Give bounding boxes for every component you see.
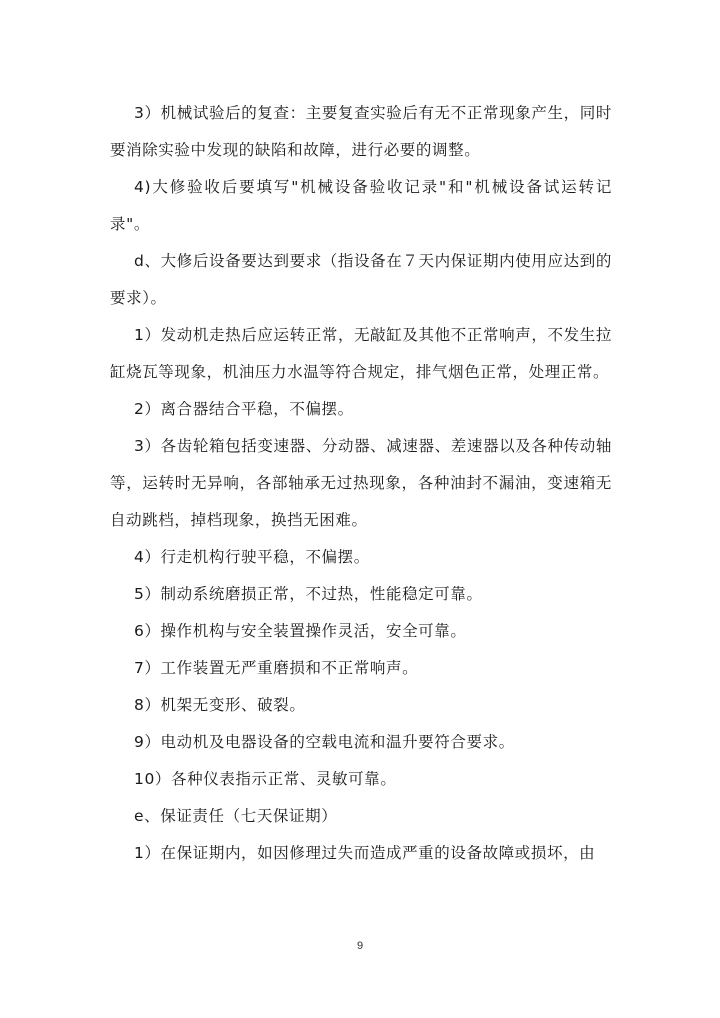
page-number: 9 <box>356 940 364 952</box>
paragraph-travel-mechanism: 4）行走机构行驶平稳，不偏摆。 <box>134 548 370 566</box>
paragraph-section-e-heading: e、保证责任（七天保证期） <box>134 807 338 825</box>
paragraph-brake-system: 5）制动系统磨损正常，不过热，性能稳定可靠。 <box>134 585 483 603</box>
paragraph-motor-electrical: 9）电动机及电器设备的空载电流和温升要符合要求。 <box>134 733 515 751</box>
document-body <box>110 95 612 872</box>
paragraph-section-d-heading: d、大修后设备要达到要求（指设备在７天内保证期内使用应达到的要求）。 <box>110 252 612 307</box>
paragraph-engine: 1）发动机走热后应运转正常，无敲缸及其他不正常响声，不发生拉缸烧瓦等现象，机油压力水温等符合规定，排气烟色正常，处理正常。 <box>110 326 612 381</box>
paragraph-working-device: 7）工作装置无严重磨损和不正常响声。 <box>134 659 419 677</box>
paragraph-recheck-after-test: 3）机械试验后的复查：主要复查实验后有无不正常现象产生，同时要消除实验中发现的缺陷和故障，进行必要的调整。 <box>110 104 612 159</box>
paragraph-clutch: 2）离合器结合平稳，不偏摆。 <box>134 400 354 418</box>
paragraph-instruments: 10）各种仪表指示正常、灵敏可靠。 <box>134 770 397 788</box>
paragraph-operating-mechanism: 6）操作机构与安全装置操作灵活，安全可靠。 <box>134 622 467 640</box>
paragraph-frame: 8）机架无变形、破裂。 <box>134 696 306 714</box>
paragraph-warranty-liability: 1）在保证期内，如因修理过失而造成严重的设备故障或损坏，由 <box>134 844 596 862</box>
paragraph-fill-records: 4)大修验收后要填写"机械设备验收记录"和"机械设备试运转记录"。 <box>110 178 612 233</box>
paragraph-gearboxes: 3）各齿轮箱包括变速器、分动器、减速器、差速器以及各种传动轴等，运转时无异响，各部轴承无过热现象，各种油封不漏油，变速箱无自动跳档，掉档现象，换挡无困难。 <box>110 437 612 529</box>
